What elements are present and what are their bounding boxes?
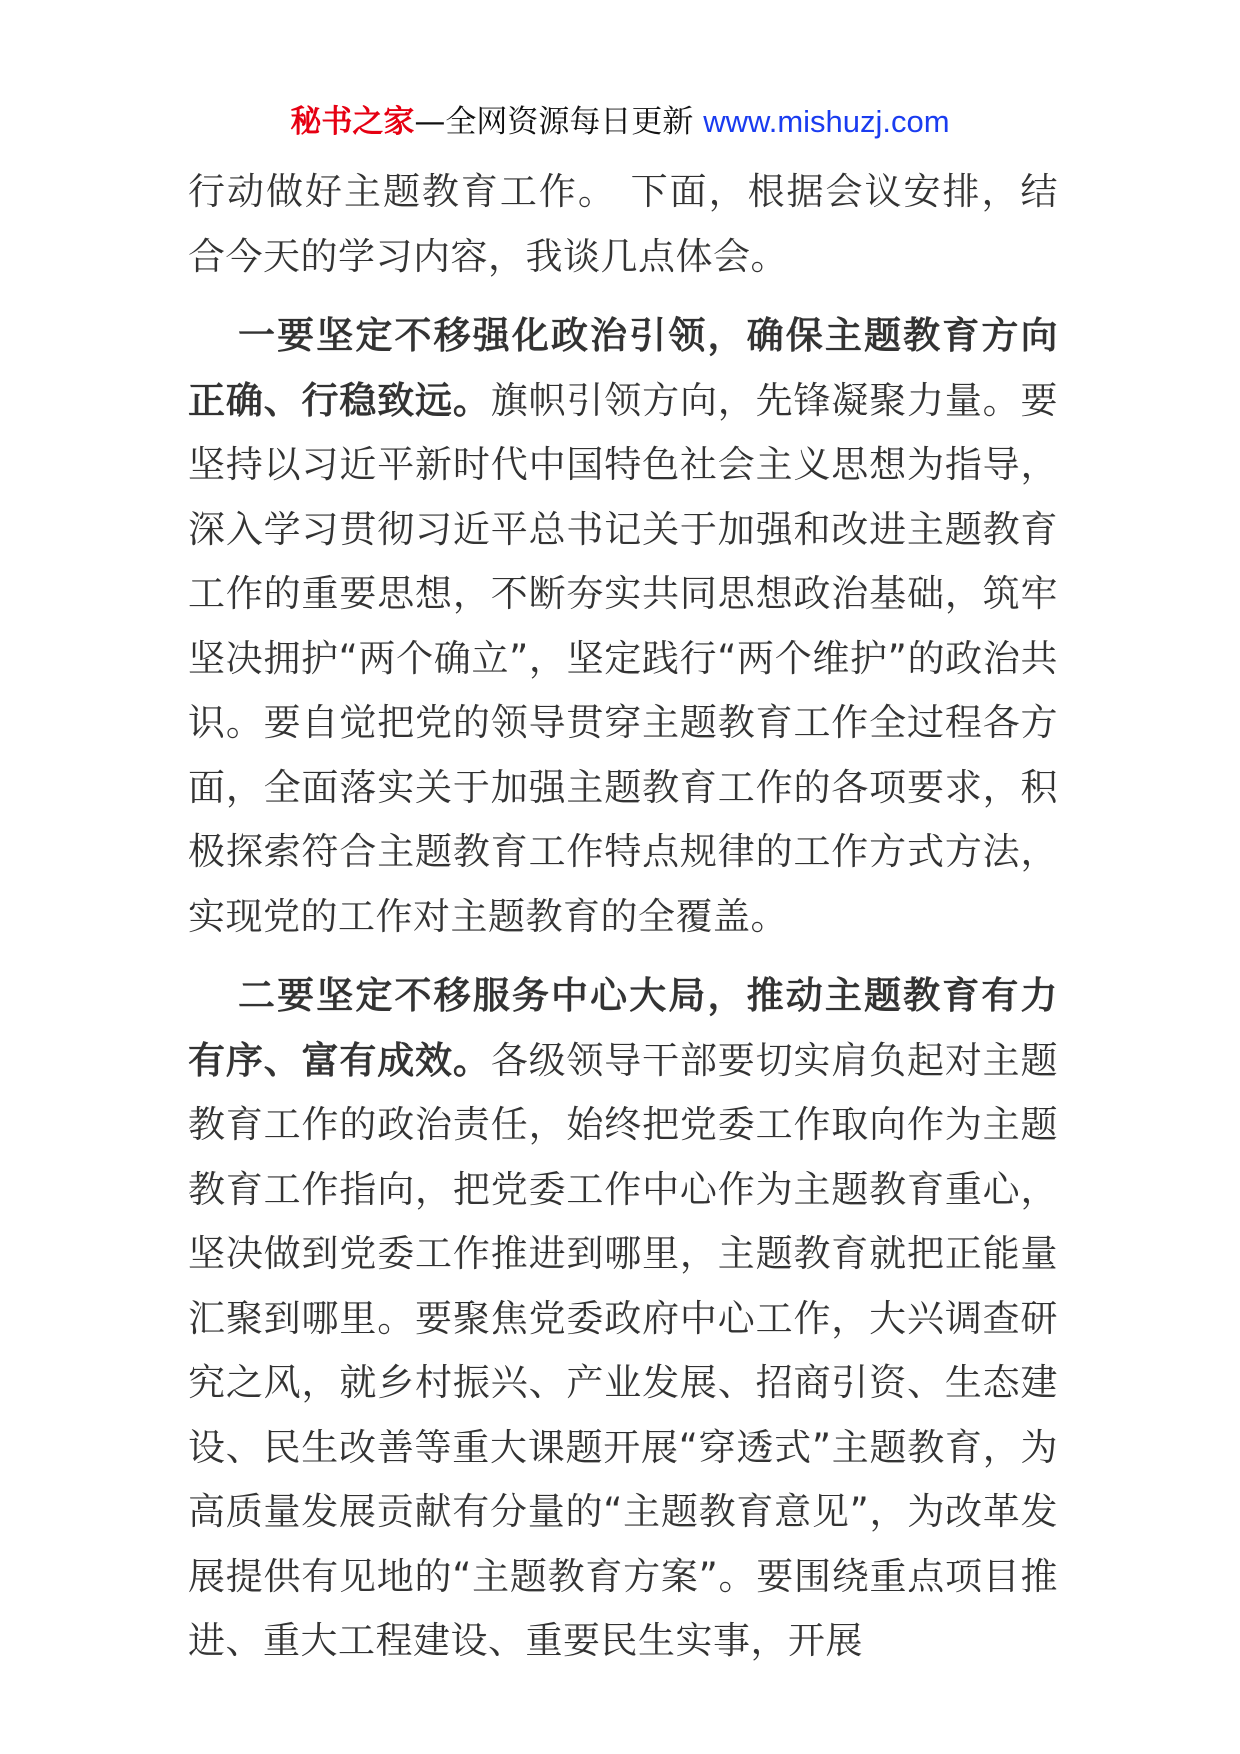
document-body: [188, 160, 1058, 1674]
paragraph-point-two-text: 各级领导干部要切实肩负起对主题教育工作的政治责任，始终把党委工作取向作为主题教育工作指向，把党委工作中心作为主题教育重心，坚决做到党委工作推进到哪里，主题教育就把正能量汇聚到哪里。要聚焦党委政府中心工作，大兴调查研究之风，就乡村振兴、产业发展、招商引资、生态建设、民生改善等重大课题开展“穿透式”主题教育，为高质量发展贡献有分量的“主题教育意见”，为改革发展提供有见地的“主题教育方案”。要围绕重点项目推进、重大工程建设、重要民生实事，开展: [188, 1038, 1059, 1662]
site-url-link[interactable]: www.mishuzj.com: [703, 104, 950, 139]
site-brand: 秘书之家: [290, 104, 415, 140]
paragraph-point-two-heading: 二要坚定不移服务中心大局，推动主题教育有力有序、富有成效。: [188, 974, 1058, 1082]
paragraph-point-one-heading: 一要坚定不移强化政治引领，确保主题教育方向正确、行稳致远。: [188, 314, 1058, 422]
paragraph-point-two: [188, 964, 1058, 1674]
paragraph-point-one: [188, 304, 1058, 949]
paragraph-intro-text: 行动做好主题教育工作。 下面，根据会议安排，结合今天的学习内容，我谈几点体会。: [188, 170, 1058, 278]
site-header: [0, 100, 1240, 144]
paragraph-intro: [188, 160, 1058, 289]
site-tagline: —全网资源每日更新: [414, 104, 704, 140]
paragraph-point-one-text: 旗帜引领方向，先锋凝聚力量。要坚持以习近平新时代中国特色社会主义思想为指导，深入学习贯彻习近平总书记关于加强和改进主题教育工作的重要思想，不断夯实共同思想政治基础，筑牢坚决拥护“两个确立”，坚定践行“两个维护”的政治共识。要自觉把党的领导贯穿主题教育工作全过程各方面，全面落实关于加强主题教育工作的各项要求，积极探索符合主题教育工作特点规律的工作方式方法，实现党的工作对主题教育的全覆盖。: [188, 378, 1059, 938]
